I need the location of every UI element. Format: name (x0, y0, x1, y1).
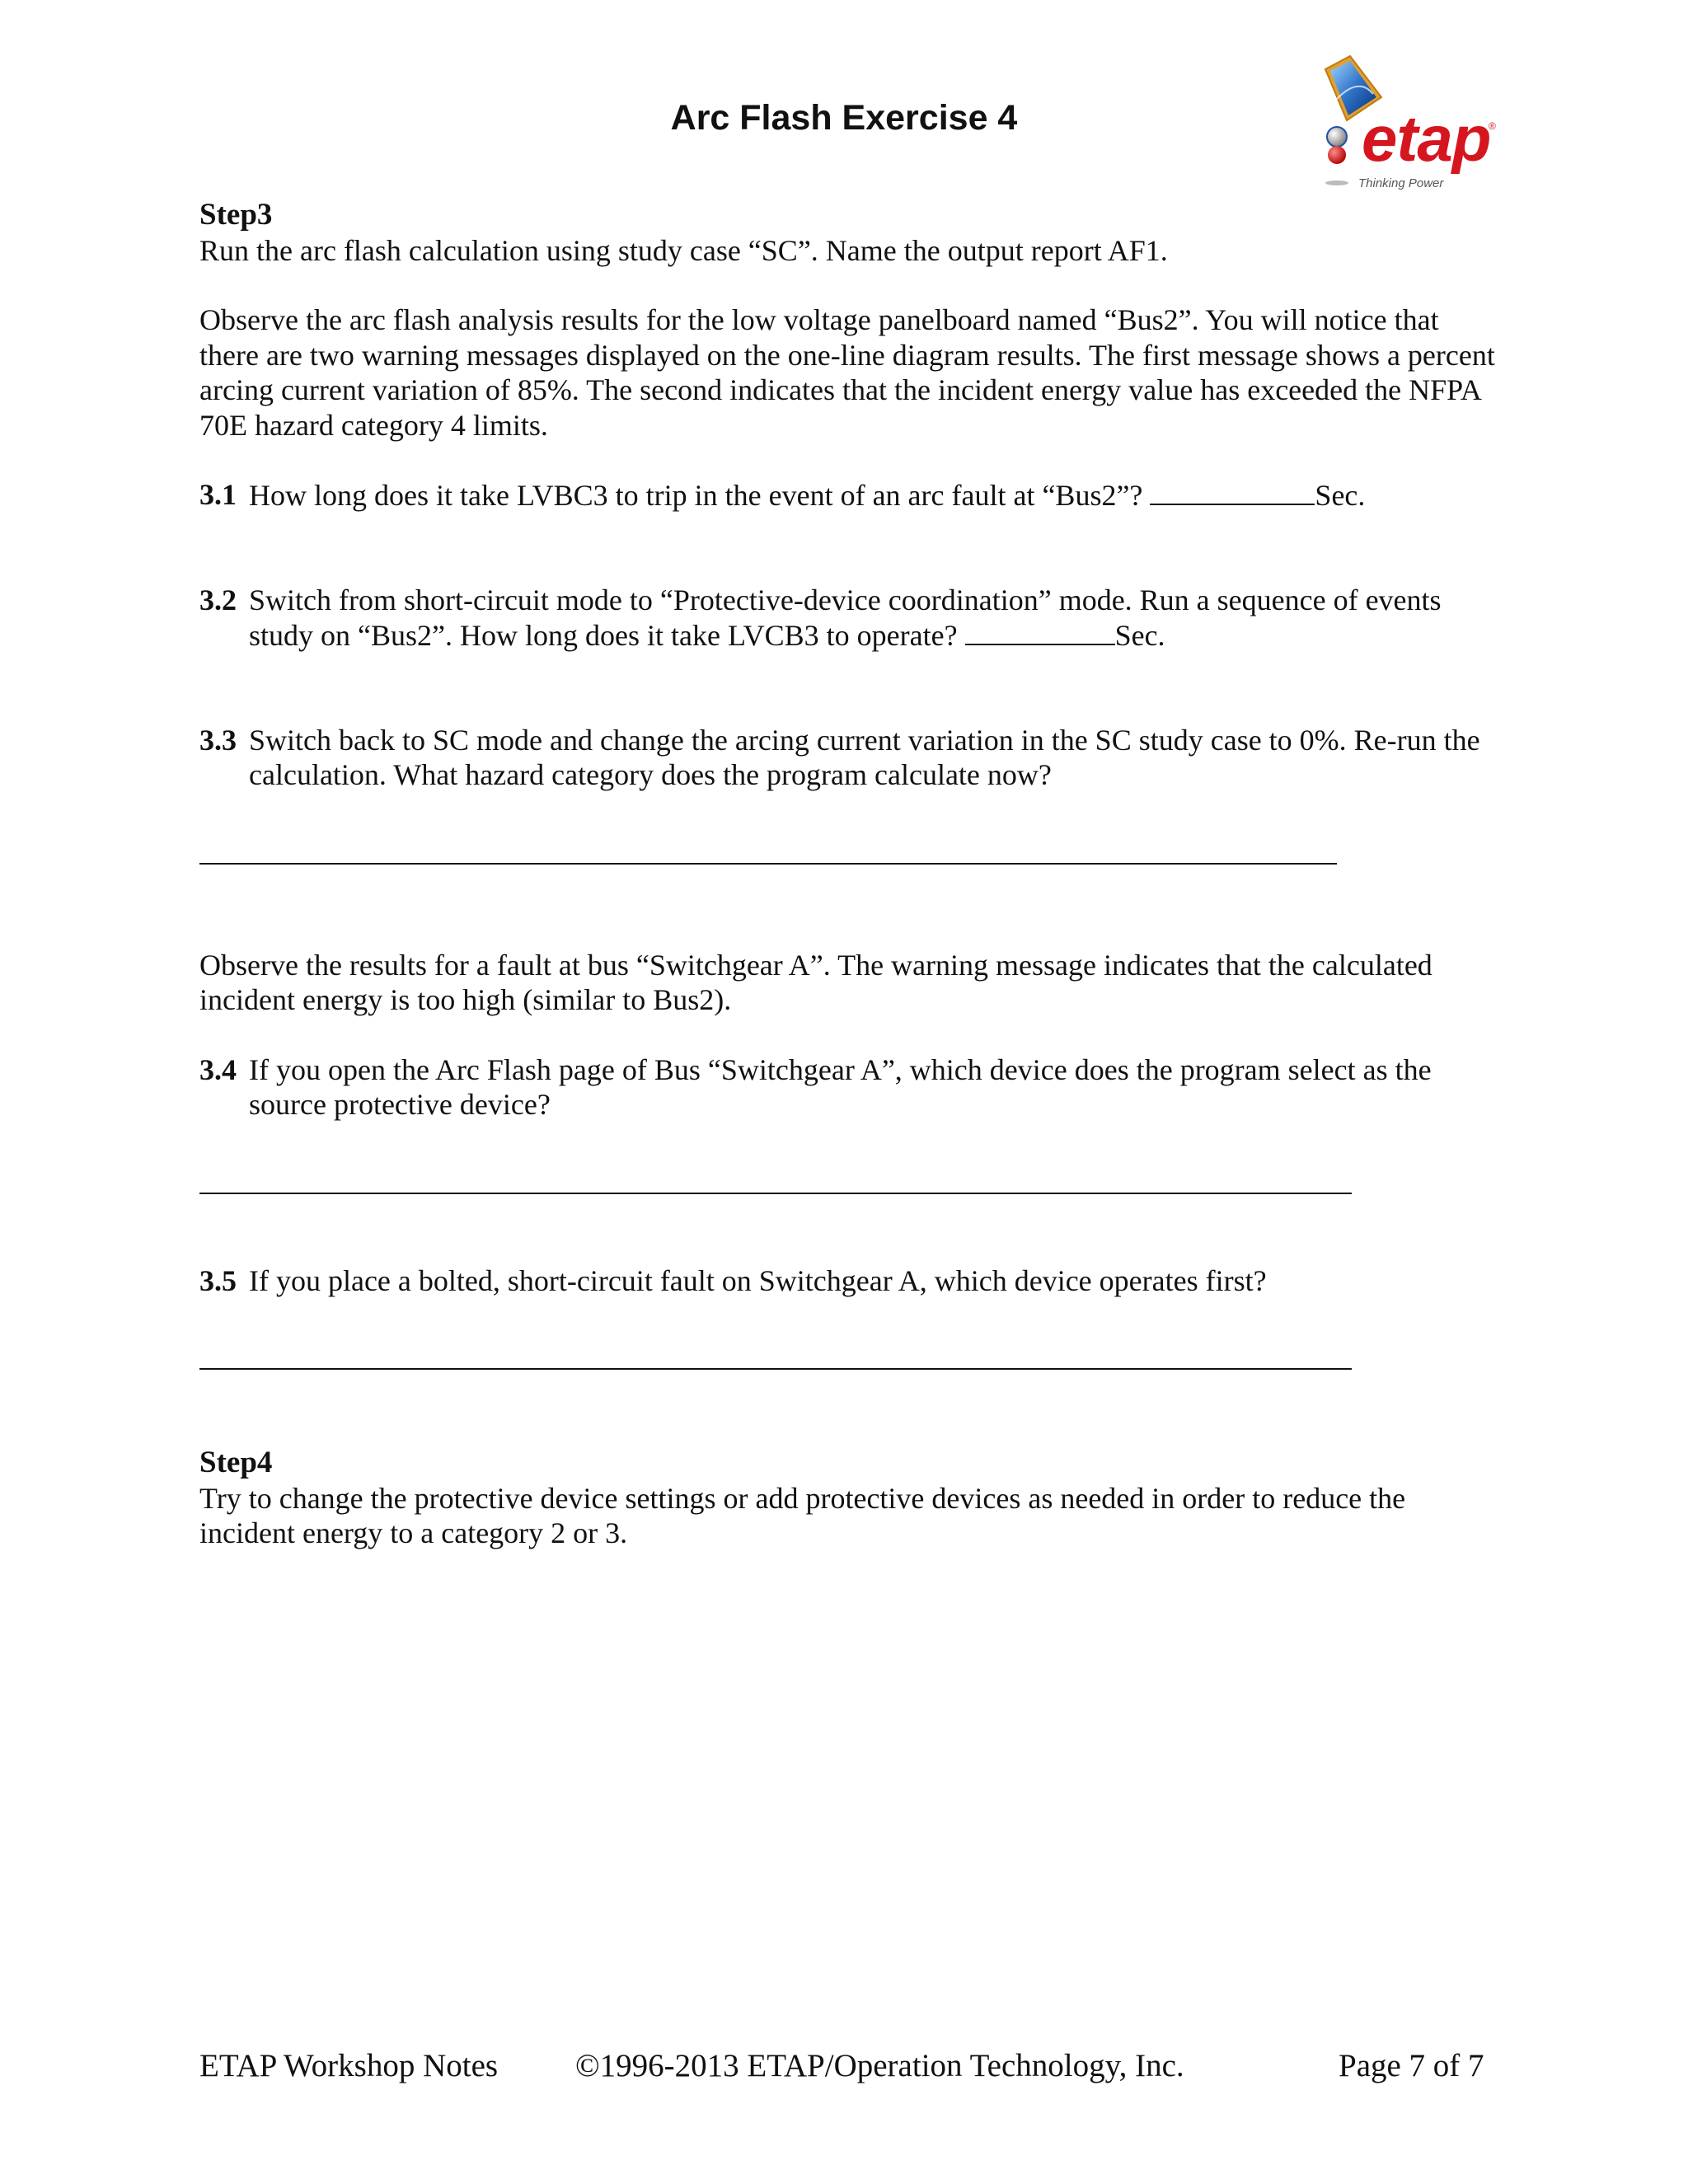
question-number: 3.1 (199, 478, 237, 511)
footer-copyright: ©1996-2013 ETAP/Operation Technology, Inc. (575, 2048, 1184, 2083)
logo-text: etap (1362, 102, 1491, 175)
question-text: How long does it take LVBC3 to trip in the event of an arc fault at “Bus2”? (249, 479, 1143, 512)
answer-line[interactable] (199, 863, 1337, 865)
logo-tagline: Thinking Power (1358, 176, 1444, 190)
question-3-2 (199, 583, 1502, 654)
answer-line[interactable] (199, 1368, 1352, 1370)
step3-intro: Run the arc flash calculation using study case “SC”. Name the output report AF1. (199, 233, 1168, 267)
step3-observe: Observe the arc flash analysis results for the low voltage panelboard named “Bus2”. You will notice that there are two warning messages displayed on the one-line diagram results. The first message shows a percent arcing current variation of 85%. The second indicates that the incident energy value has exceeded the NFPA 70E hazard category 4 limits. (199, 303, 1495, 442)
answer-blank[interactable] (1150, 477, 1315, 505)
question-number: 3.2 (199, 583, 237, 616)
question-number: 3.4 (199, 1052, 237, 1086)
step4-text: Try to change the protective device settings or add protective devices as needed in order to reduce the incident energy to a category 2 or 3. (199, 1481, 1406, 1549)
step3-observe-2: Observe the results for a fault at bus “Switchgear A”. The warning message indicates that the calculated incident energy is too high (similar to Bus2). (199, 948, 1432, 1016)
unit-label: Sec. (1315, 479, 1366, 512)
question-text: Switch from short-circuit mode to “Protective-device coordination” mode. Run a sequence of events study on “Bus2”. How long does it take LVCB3 to operate? (249, 583, 1442, 652)
logo-red-ball-icon (1328, 146, 1346, 164)
question-number: 3.3 (199, 723, 237, 757)
question-text: If you open the Arc Flash page of Bus “Switchgear A”, which device does the program select as the source protective device? (249, 1052, 1432, 1121)
document-body (199, 198, 1502, 1551)
page-title: Arc Flash Exercise 4 (670, 98, 1018, 138)
answer-line[interactable] (199, 1193, 1352, 1194)
footer-page-number: Page 7 of 7 (1339, 2048, 1484, 2083)
question-3-1 (199, 477, 1502, 513)
question-number: 3.5 (199, 1263, 237, 1297)
step4-heading: Step4 (199, 1446, 273, 1479)
question-text: Switch back to SC mode and change the arcing current variation in the SC study case to 0%. Re-run the calculation. What hazard category does the program calculate now? (249, 723, 1480, 791)
unit-label: Sec. (1114, 619, 1165, 652)
question-text: If you place a bolted, short-circuit fault on Switchgear A, which device operates first? (249, 1263, 1267, 1297)
page-footer (0, 2047, 1688, 2085)
question-3-3 (199, 723, 1502, 793)
question-3-5 (199, 1263, 1502, 1299)
step3-heading: Step3 (199, 198, 273, 232)
logo-registered-mark: ® (1489, 120, 1496, 132)
footer-left: ETAP Workshop Notes (199, 2048, 499, 2083)
answer-blank[interactable] (965, 617, 1115, 645)
logo-globe-icon (1327, 127, 1347, 147)
question-3-4 (199, 1052, 1502, 1122)
